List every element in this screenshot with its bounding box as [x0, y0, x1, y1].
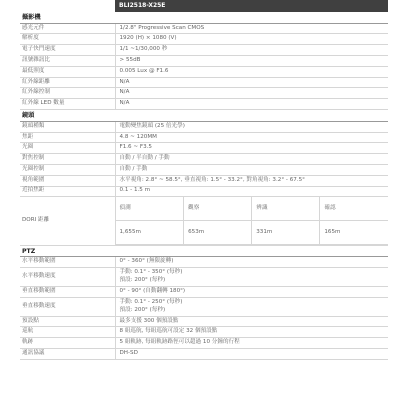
spec-row	[20, 88, 388, 99]
spec-value: N/A	[115, 88, 388, 99]
spec-label: 垂直移動範圍	[20, 286, 115, 297]
spec-value: 4.8 ~ 120MM	[115, 132, 388, 143]
spec-label: 軌跡	[20, 338, 115, 349]
spec-row	[20, 348, 388, 359]
spec-label: 紅外線 LED 數量	[20, 99, 115, 110]
spec-label: 光圈控制	[20, 164, 115, 175]
spec-label: 水平移動範圍	[20, 257, 115, 268]
spec-row	[20, 257, 388, 268]
spec-label: 電子快門速度	[20, 45, 115, 56]
spec-row	[20, 66, 388, 77]
spec-sheet	[20, 0, 388, 360]
spec-label: 焦距	[20, 132, 115, 143]
dori-header: 辨識	[252, 197, 320, 221]
spec-row	[20, 121, 388, 132]
spec-value: 1/2.8" Progressive Scan CMOS	[115, 23, 388, 34]
spec-value-line: 手動: 0.1° - 350° (每秒)	[119, 269, 183, 276]
spec-label: 對焦控制	[20, 154, 115, 165]
spec-row	[20, 338, 388, 349]
spec-row	[20, 286, 388, 297]
spec-value: 最多支援 300 個預設點	[115, 316, 388, 327]
spec-value: 水平視角: 2.8° ~ 58.5°, 垂直視角: 1.5° - 33.2°, 對角視角: 3.2° - 67.5°	[115, 175, 388, 186]
spec-value: N/A	[115, 77, 388, 88]
spec-row	[20, 186, 388, 197]
spec-value-line: 預設: 200° (每秒)	[119, 277, 166, 284]
spec-label: 解析度	[20, 34, 115, 45]
spec-value: F1.6 ~ F3.5	[115, 143, 388, 154]
spec-row	[20, 45, 388, 56]
spec-value: N/A	[115, 99, 388, 110]
dori-row	[20, 197, 388, 246]
dori-value: 165m	[320, 221, 388, 245]
spec-label: 預設點	[20, 316, 115, 327]
spec-label: 垂直移動速度	[20, 297, 115, 316]
section-title: 攝影機	[20, 12, 388, 23]
section-title: PTZ	[20, 245, 388, 257]
spec-value: 0.005 Lux @ F1.6	[115, 66, 388, 77]
spec-value: 自動 / 手動	[115, 164, 388, 175]
model-name: BLI2518-X25E	[115, 0, 388, 12]
spec-label: 紅外線距離	[20, 77, 115, 88]
spec-value: 1/1 ~1/30,000 秒	[115, 45, 388, 56]
spec-row	[20, 143, 388, 154]
spec-row	[20, 132, 388, 143]
spec-label: 水平移動速度	[20, 268, 115, 287]
dori-value: 1,655m	[116, 221, 184, 245]
dori-value: 653m	[184, 221, 252, 245]
spec-value: 0.1 - 1.5 m	[115, 186, 388, 197]
spec-value: 8 組巡航, 每組巡航可設定 32 個預設點	[115, 327, 388, 338]
spec-label: 通訊協議	[20, 348, 115, 359]
dori-header: 偵測	[116, 197, 184, 221]
spec-value: > 55dB	[115, 56, 388, 67]
spec-row	[20, 34, 388, 45]
spec-label: 巡航	[20, 327, 115, 338]
spec-row	[20, 164, 388, 175]
spec-row	[20, 77, 388, 88]
spec-value: DH-SD	[115, 348, 388, 359]
model-header-row	[20, 0, 388, 12]
section-ptz-header	[20, 245, 388, 257]
spec-label: DORI 距離	[20, 197, 115, 246]
section-title: 鏡頭	[20, 110, 388, 122]
spec-label: 訊號雜訊比	[20, 56, 115, 67]
spec-table	[20, 0, 388, 360]
spec-row	[20, 175, 388, 186]
spec-row	[20, 99, 388, 110]
section-lens-header	[20, 110, 388, 122]
dori-table	[116, 197, 389, 245]
spec-label: 近拍焦距	[20, 186, 115, 197]
spec-label: 感光元件	[20, 23, 115, 34]
spec-value-line: 預設: 200° (每秒)	[119, 306, 166, 313]
spec-value: 0° - 360° (無限旋轉)	[115, 257, 388, 268]
spec-label: 視角範圍	[20, 175, 115, 186]
section-camera-header	[20, 12, 388, 23]
spec-row	[20, 268, 388, 287]
spec-row	[20, 316, 388, 327]
spec-row	[20, 327, 388, 338]
dori-header: 觀察	[184, 197, 252, 221]
spec-row	[20, 154, 388, 165]
spec-label: 光圈	[20, 143, 115, 154]
spec-value: 0° - 90° (自動翻轉 180°)	[115, 286, 388, 297]
spec-row	[20, 56, 388, 67]
spec-value: 自動 / 半自動 / 手動	[115, 154, 388, 165]
spec-label: 鏡頭種類	[20, 121, 115, 132]
spec-value: 1920 (H) × 1080 (V)	[115, 34, 388, 45]
spec-value: 電動變焦鏡頭 (25 倍光學)	[115, 121, 388, 132]
spec-row	[20, 297, 388, 316]
spec-value: 5 組軌跡, 每組軌跡路徑可以超過 10 分鐘的行程	[115, 338, 388, 349]
dori-header: 確認	[320, 197, 388, 221]
spec-label: 紅外線控制	[20, 88, 115, 99]
dori-value: 331m	[252, 221, 320, 245]
spec-value-line: 手動: 0.1° - 250° (每秒)	[119, 298, 183, 305]
spec-label: 最低照度	[20, 66, 115, 77]
spec-row	[20, 23, 388, 34]
